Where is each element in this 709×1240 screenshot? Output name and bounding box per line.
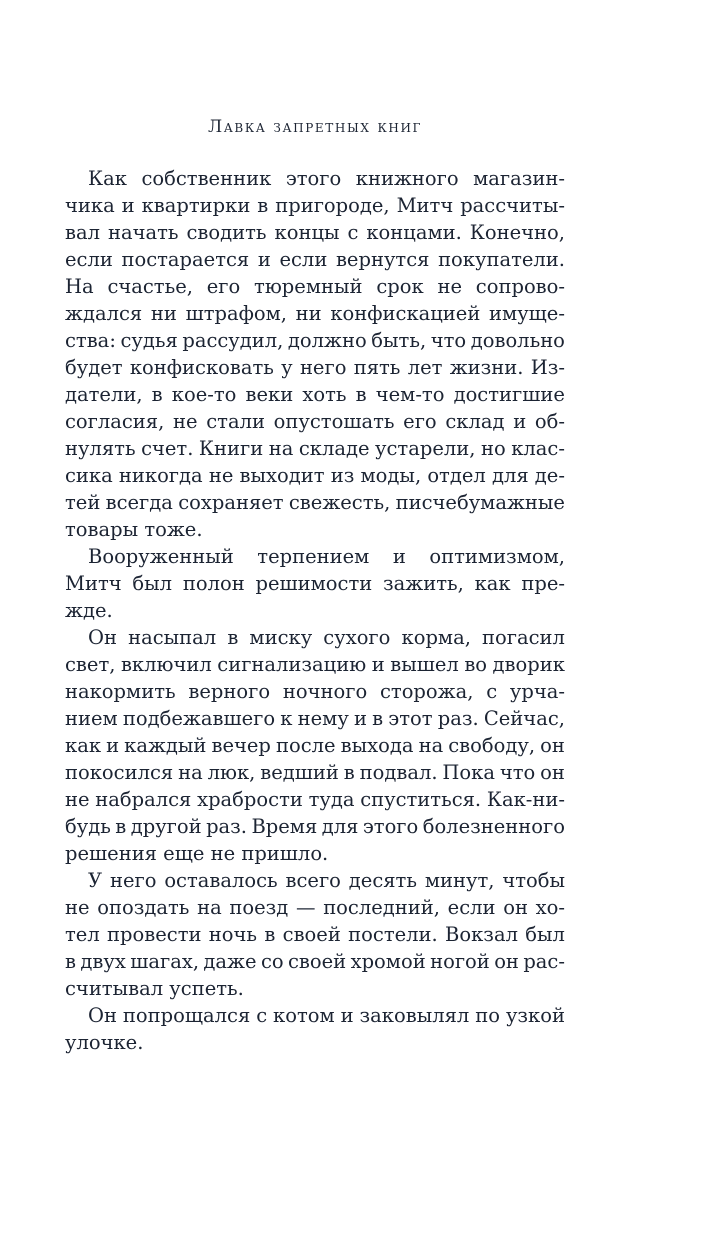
text-line: будь в другой раз. Время для этого болезненного — [65, 815, 565, 838]
text-line: тей всегда сохраняет свежесть, писчебумажные — [65, 491, 565, 514]
text-line: в двух шагах, даже со своей хромой ногой он рас- — [65, 950, 565, 973]
text-line: нием подбежавшего к нему и в этот раз. Сейчас, — [65, 707, 565, 730]
text-line: считывал успеть. — [65, 977, 244, 1000]
text-line: сика никогда не выходит из моды, отдел для де- — [65, 464, 565, 487]
text-line: Он насыпал в миску сухого корма, погасил — [88, 626, 565, 649]
text-line: датели, в кое-то веки хоть в чем-то достигшие — [65, 383, 565, 406]
text-line: если постарается и если вернутся покупатели. — [65, 248, 565, 271]
text-line: будет конфисковать у него пять лет жизни. Из- — [65, 356, 565, 379]
text-line: свет, включил сигнализацию и вышел во дворик — [65, 653, 565, 676]
text-line: чика и квартирки в пригороде, Митч рассчиты- — [65, 194, 565, 217]
text-block — [65, 118, 565, 1056]
text-line: нулять счет. Книги на складе устарели, но клас- — [65, 437, 565, 460]
text-line: На счастье, его тюремный срок не сопрово- — [65, 275, 565, 298]
text-line: решения еще не пришло. — [65, 842, 329, 865]
paragraph — [65, 624, 565, 867]
text-line: согласия, не стали опустошать его склад и об- — [65, 410, 565, 433]
text-line: Как собственник этого книжного магазин- — [88, 167, 565, 190]
text-line: товары тоже. — [65, 518, 203, 541]
text-line: тел провести ночь в своей постели. Вокзал был — [65, 923, 565, 946]
text-line: не набрался храбрости туда спуститься. Как-ни- — [65, 788, 565, 811]
text-line: как и каждый вечер после выхода на свободу, он — [65, 734, 565, 757]
text-line: ства: судья рассудил, должно быть, что довольно — [65, 329, 565, 352]
paragraph — [65, 1002, 565, 1056]
paragraph — [65, 165, 565, 543]
text-line: не опоздать на поезд — последний, если он хо- — [65, 896, 565, 919]
text-line: вал начать сводить концы с концами. Конечно, — [65, 221, 565, 244]
paragraph — [65, 867, 565, 1002]
text-line: Митч был полон решимости зажить, как пре- — [65, 572, 565, 595]
text-line: Он попрощался с котом и заковылял по узкой — [88, 1004, 565, 1027]
text-line: покосился на люк, ведший в подвал. Пока что он — [65, 761, 565, 784]
text-line: улочке. — [65, 1031, 144, 1054]
text-line: У него оставалось всего десять минут, чтобы — [88, 869, 565, 892]
paragraph — [65, 543, 565, 624]
text-line: ждался ни штрафом, ни конфискацией имуще- — [65, 302, 565, 325]
running-header: Лавка запретных книг — [207, 117, 423, 137]
text-line: жде. — [65, 599, 113, 622]
text-line: накормить верного ночного сторожа, с урча- — [65, 680, 565, 703]
text-line: Вооруженный терпением и оптимизмом, — [88, 545, 565, 568]
